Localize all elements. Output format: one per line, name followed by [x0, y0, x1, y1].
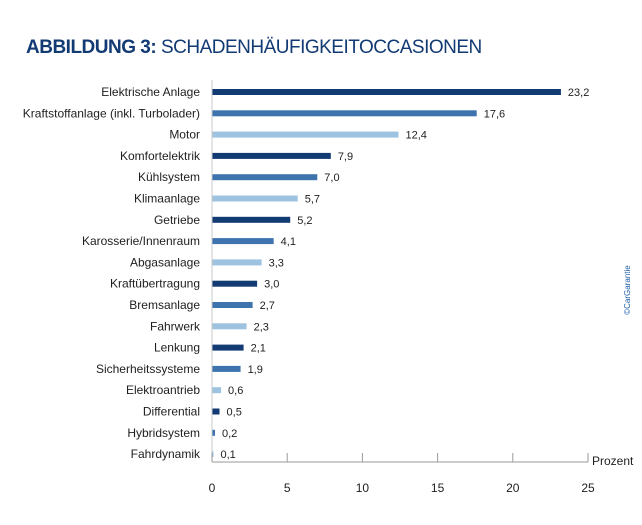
- x-tick-label: 20: [506, 481, 520, 495]
- bar: [212, 153, 331, 159]
- bar: [212, 217, 290, 223]
- bar: [212, 345, 244, 351]
- category-label: Klimaanlage: [133, 191, 200, 206]
- bar: [212, 259, 262, 265]
- value-label: 7,0: [324, 172, 340, 185]
- value-label: 5,2: [297, 214, 313, 227]
- value-label: 0,5: [226, 406, 242, 419]
- value-label: 0,1: [220, 449, 236, 462]
- category-label: Kraftübertragung: [109, 276, 200, 291]
- category-label: Lenkung: [153, 340, 200, 355]
- value-label: 23,2: [567, 87, 590, 99]
- bar: [212, 196, 298, 202]
- category-label: Motor: [169, 127, 200, 142]
- category-label: Komfortelektrik: [119, 148, 200, 163]
- bar: [212, 132, 398, 138]
- bar: [212, 89, 561, 95]
- x-tick-label: 25: [581, 481, 595, 495]
- value-label: 4,1: [280, 236, 296, 249]
- bar: [212, 366, 241, 372]
- category-label: Kraftstoffanlage (inkl. Turbolader): [22, 106, 200, 121]
- bar: [212, 174, 317, 180]
- bar: [212, 323, 247, 329]
- value-label: 12,4: [405, 129, 427, 142]
- category-label: Karosserie/Innenraum: [81, 234, 200, 249]
- category-label: Elektrische Anlage: [101, 85, 200, 99]
- category-label: Abgasanlage: [129, 255, 200, 270]
- bar: [212, 302, 253, 308]
- category-label: Getriebe: [153, 212, 200, 227]
- bar: [212, 281, 257, 287]
- x-tick-label: 10: [355, 481, 370, 495]
- value-label: 0,6: [228, 385, 244, 398]
- bar: [212, 110, 477, 116]
- value-label: 0,2: [222, 427, 238, 440]
- x-tick-label: 15: [430, 481, 445, 495]
- category-label: Bremsanlage: [129, 298, 200, 312]
- copyright-text: ©CarGarantie: [623, 265, 632, 315]
- title-lead: ABBILDUNG 3:: [26, 37, 157, 58]
- bar: [212, 387, 221, 393]
- category-label: Kühlsystem: [137, 170, 200, 185]
- value-label: 3,3: [268, 257, 284, 270]
- value-label: 3,0: [264, 278, 280, 291]
- value-label: 7,9: [337, 150, 354, 163]
- x-tick-label: 5: [283, 481, 291, 495]
- value-label: 17,6: [483, 108, 506, 121]
- value-label: 2,1: [250, 342, 266, 355]
- value-label: 5,7: [304, 193, 321, 206]
- category-label: Elektroantrieb: [125, 383, 200, 398]
- category-label: Differential: [142, 404, 200, 419]
- value-label: 2,3: [253, 321, 269, 334]
- category-label: Fahrdynamik: [130, 447, 200, 462]
- value-label: 1,9: [247, 363, 263, 376]
- category-label: Fahrwerk: [149, 319, 200, 334]
- x-tick-label: 0: [208, 481, 216, 495]
- value-label: 2,7: [259, 300, 275, 312]
- category-label: Hybridsystem: [127, 425, 200, 440]
- bar: [212, 409, 220, 415]
- title-rest: SCHADENHÄUFIGKEITOCCASIONEN: [160, 37, 482, 58]
- category-label: Sicherheitssysteme: [95, 361, 200, 376]
- x-axis-unit-label: Prozent: [592, 454, 634, 468]
- bar: [212, 238, 274, 244]
- bar-group: [23, 85, 590, 461]
